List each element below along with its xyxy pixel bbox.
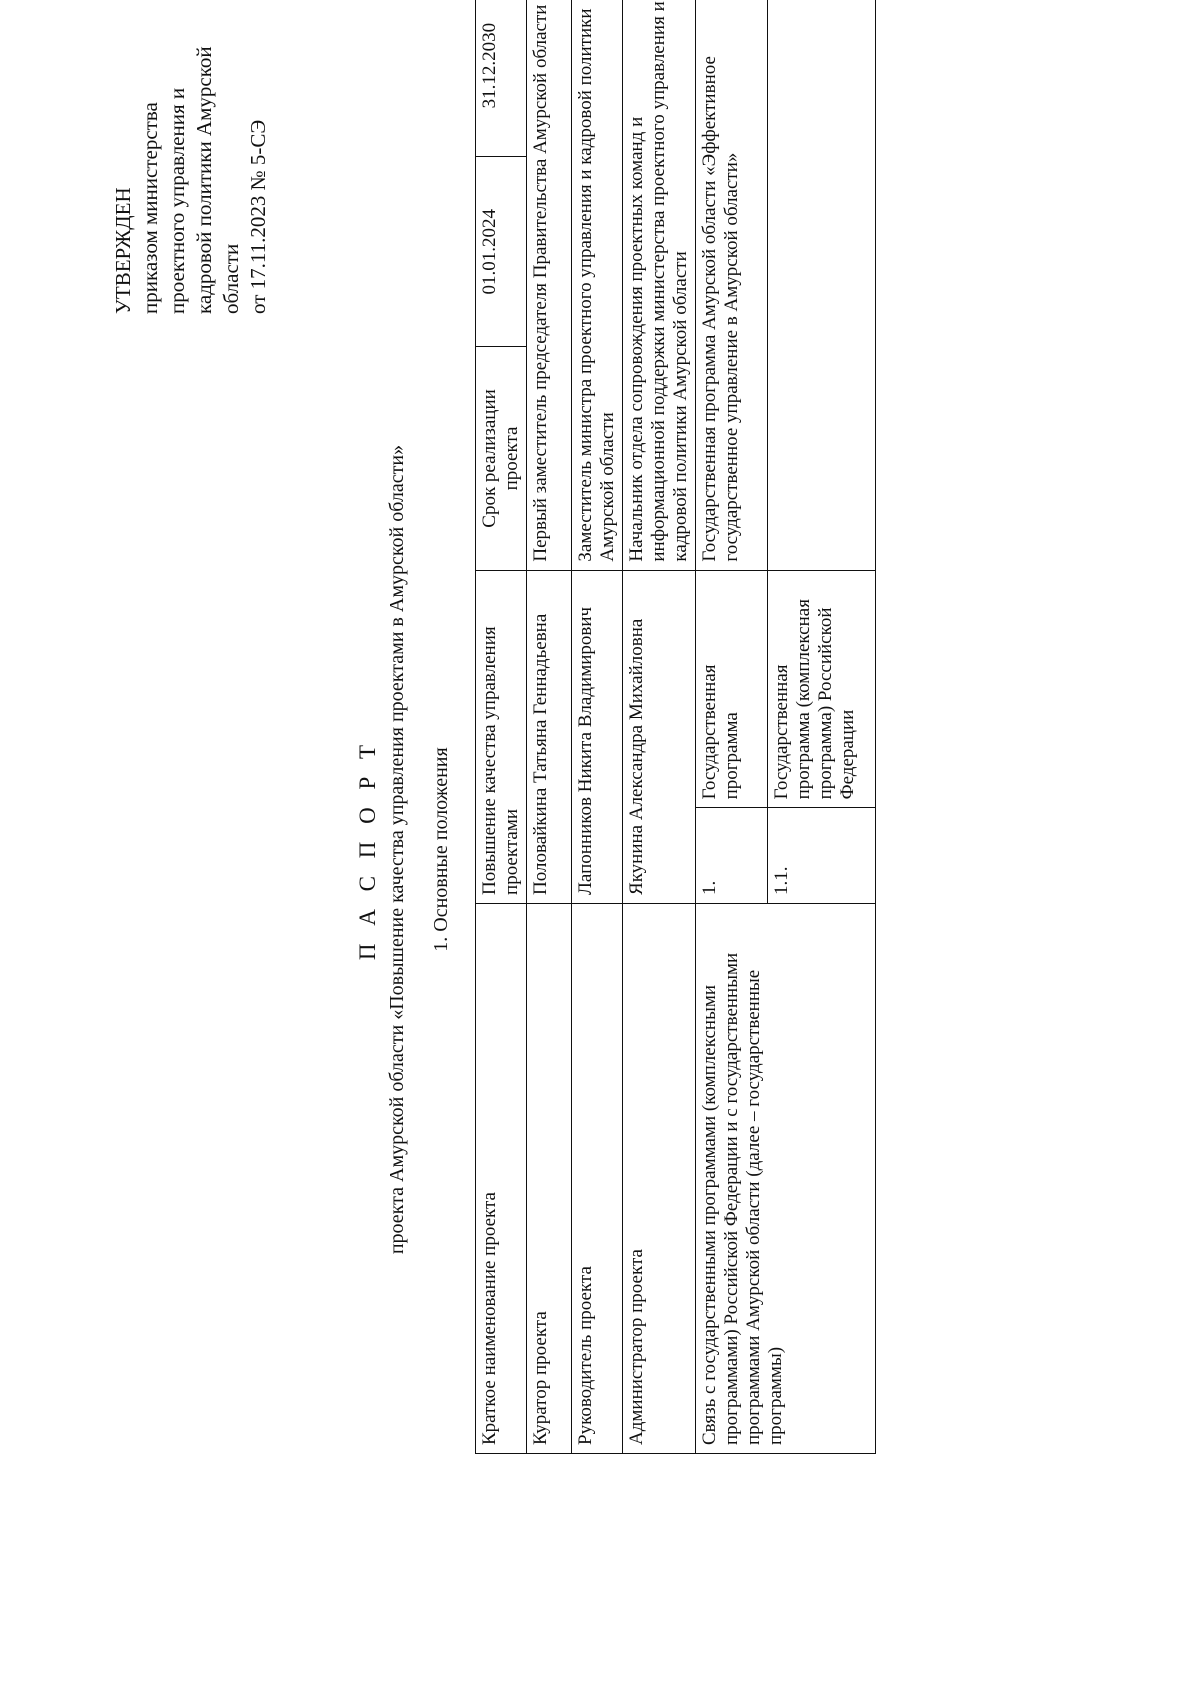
term-label: Срок реализации проекта — [476, 347, 527, 570]
approval-line: области — [219, 243, 243, 314]
table-row — [572, 0, 623, 1454]
leader-name: Лапонников Никита Владимирович — [572, 570, 623, 903]
administrator-label: Администратор проекта — [623, 903, 696, 1453]
end-date: 31.12.2030 — [476, 0, 527, 157]
table-row — [696, 0, 768, 1454]
curator-label: Куратор проекта — [527, 903, 572, 1453]
start-date: 01.01.2024 — [476, 157, 527, 347]
leader-label: Руководитель проекта — [572, 903, 623, 1453]
administrator-name: Якунина Александра Михайловна — [623, 570, 696, 903]
program-type: Государственная программа (комплексная программа) Российской Федерации — [768, 570, 876, 808]
approval-line: кадровой политики Амурской — [192, 46, 216, 314]
table-row — [527, 0, 572, 1454]
administrator-position: Начальник отдела сопровождения проектных команд и информационной поддержки министерства проектного управления и кадровой политики Амурской области — [623, 0, 696, 570]
section-title: 1. Основные положения — [430, 747, 452, 952]
table-row — [623, 0, 696, 1454]
approval-line: проектного управления и — [165, 87, 189, 314]
curator-name: Половайкина Татьяна Геннадьевна — [527, 570, 572, 903]
program-number: 1.1. — [768, 808, 876, 904]
leader-position: Заместитель министра проектного управления и кадровой политики Амурской области — [572, 0, 623, 570]
program-number: 1. — [696, 808, 768, 904]
program-value — [768, 0, 876, 570]
document-subtitle: проекта Амурской области «Повышение качества управления проектами в Амурской области» — [386, 444, 408, 1255]
program-value: Государственная программа Амурской области «Эффективное государственное управление в Амурской области» — [696, 0, 768, 570]
short-name-label: Краткое наименование проекта — [476, 903, 527, 1453]
program-type: Государственная программа — [696, 570, 768, 808]
approval-stamp — [110, 14, 272, 314]
approval-line: УТВЕРЖДЕН — [111, 187, 135, 314]
passport-table — [475, 0, 876, 1454]
programs-label: Связь с государственными программами (комплексными программами) Российской Федерации и с государственными программами Амурской области (далее – государственные программы) — [696, 903, 876, 1453]
approval-line: приказом министерства — [138, 102, 162, 314]
approval-line: от 17.11.2023 № 5-СЭ — [246, 119, 270, 314]
curator-position: Первый заместитель председателя Правительства Амурской области — [527, 0, 572, 570]
document-title: П А С П О Р Т — [355, 738, 380, 961]
table-row — [476, 0, 527, 1454]
short-name-value: Повышение качества управления проектами — [476, 570, 527, 903]
